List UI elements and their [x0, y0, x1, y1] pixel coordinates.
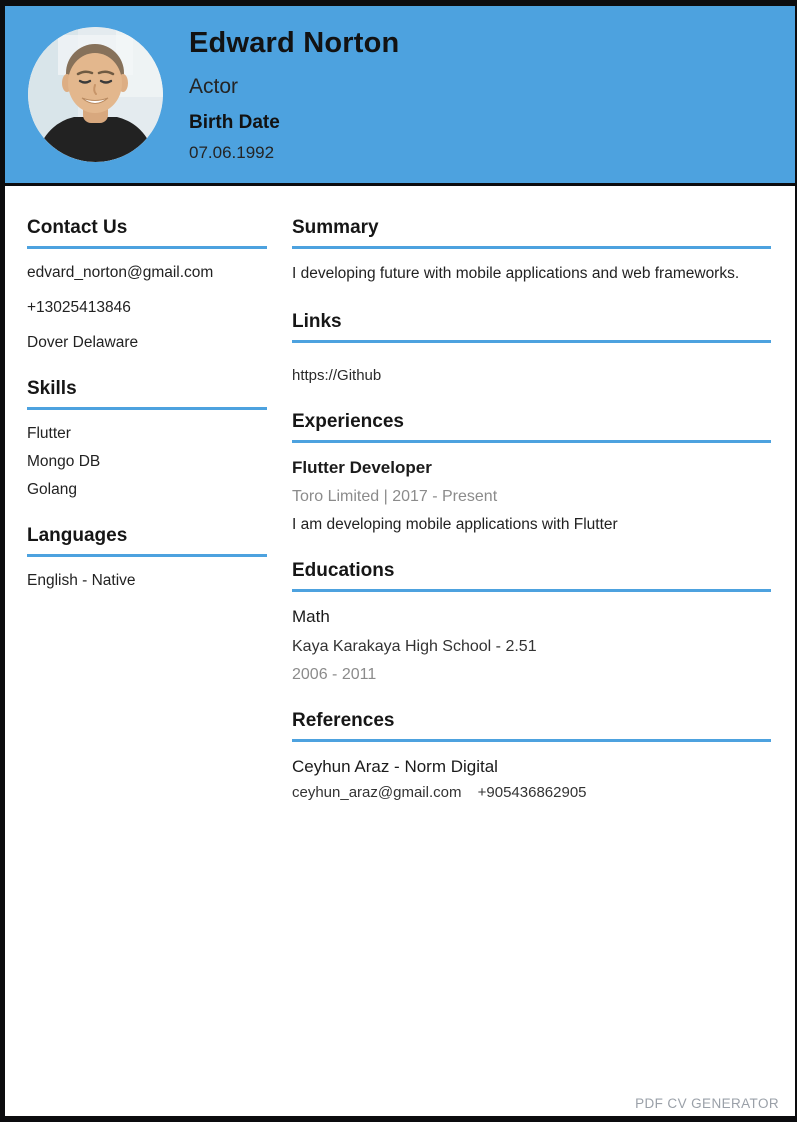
education-years: 2006 - 2011 — [292, 665, 377, 683]
contact-section — [27, 217, 267, 352]
links-heading: Links — [292, 311, 771, 343]
contact-phone: +13025413846 — [27, 299, 131, 316]
birth-date-value: 07.06.1992 — [189, 142, 275, 162]
skill-item: Mongo DB — [27, 453, 101, 470]
languages-heading: Languages — [27, 525, 267, 557]
references-section — [292, 710, 771, 801]
skill-item: Flutter — [27, 425, 71, 442]
cv-header — [5, 6, 795, 186]
summary-heading: Summary — [292, 217, 771, 249]
experiences-section — [292, 411, 771, 534]
language-item: English - Native — [27, 572, 136, 589]
header-text — [189, 27, 399, 163]
reference-contact — [292, 784, 771, 801]
skill-item: Golang — [27, 481, 77, 498]
contact-heading: Contact Us — [27, 217, 267, 249]
education-field: Math — [292, 606, 330, 626]
links-section — [292, 311, 771, 385]
person-name: Edward Norton — [189, 26, 400, 59]
reference-item — [292, 757, 771, 801]
skills-section — [27, 378, 267, 499]
contact-location: Dover Delaware — [27, 334, 139, 351]
education-school: Kaya Karakaya High School - 2.51 — [292, 637, 537, 655]
contact-email: edvard_norton@gmail.com — [27, 264, 214, 281]
experience-role: Flutter Developer — [292, 457, 432, 477]
cv-body — [5, 186, 795, 827]
experience-item — [292, 458, 771, 534]
watermark: PDF CV GENERATOR — [635, 1096, 779, 1111]
experience-description: I am developing mobile applications with Flutter — [292, 515, 618, 533]
summary-text: I developing future with mobile applications and web frameworks. — [292, 265, 740, 282]
birth-date-label: Birth Date — [189, 111, 280, 133]
educations-section — [292, 560, 771, 684]
main-content — [292, 217, 771, 827]
education-item — [292, 607, 771, 684]
sidebar — [27, 217, 267, 827]
references-heading: References — [292, 710, 771, 742]
skills-heading: Skills — [27, 378, 267, 410]
avatar-illustration — [28, 27, 163, 162]
experiences-heading: Experiences — [292, 411, 771, 443]
reference-phone: +905436862905 — [477, 783, 587, 801]
github-link[interactable]: https://Github — [292, 366, 382, 384]
educations-heading: Educations — [292, 560, 771, 592]
reference-email: ceyhun_araz@gmail.com — [292, 783, 462, 801]
job-title: Actor — [189, 74, 239, 98]
reference-name: Ceyhun Araz - Norm Digital — [292, 756, 498, 776]
profile-photo — [28, 27, 163, 162]
experience-meta: Toro Limited | 2017 - Present — [292, 487, 498, 505]
summary-section — [292, 217, 771, 285]
languages-section — [27, 525, 267, 590]
